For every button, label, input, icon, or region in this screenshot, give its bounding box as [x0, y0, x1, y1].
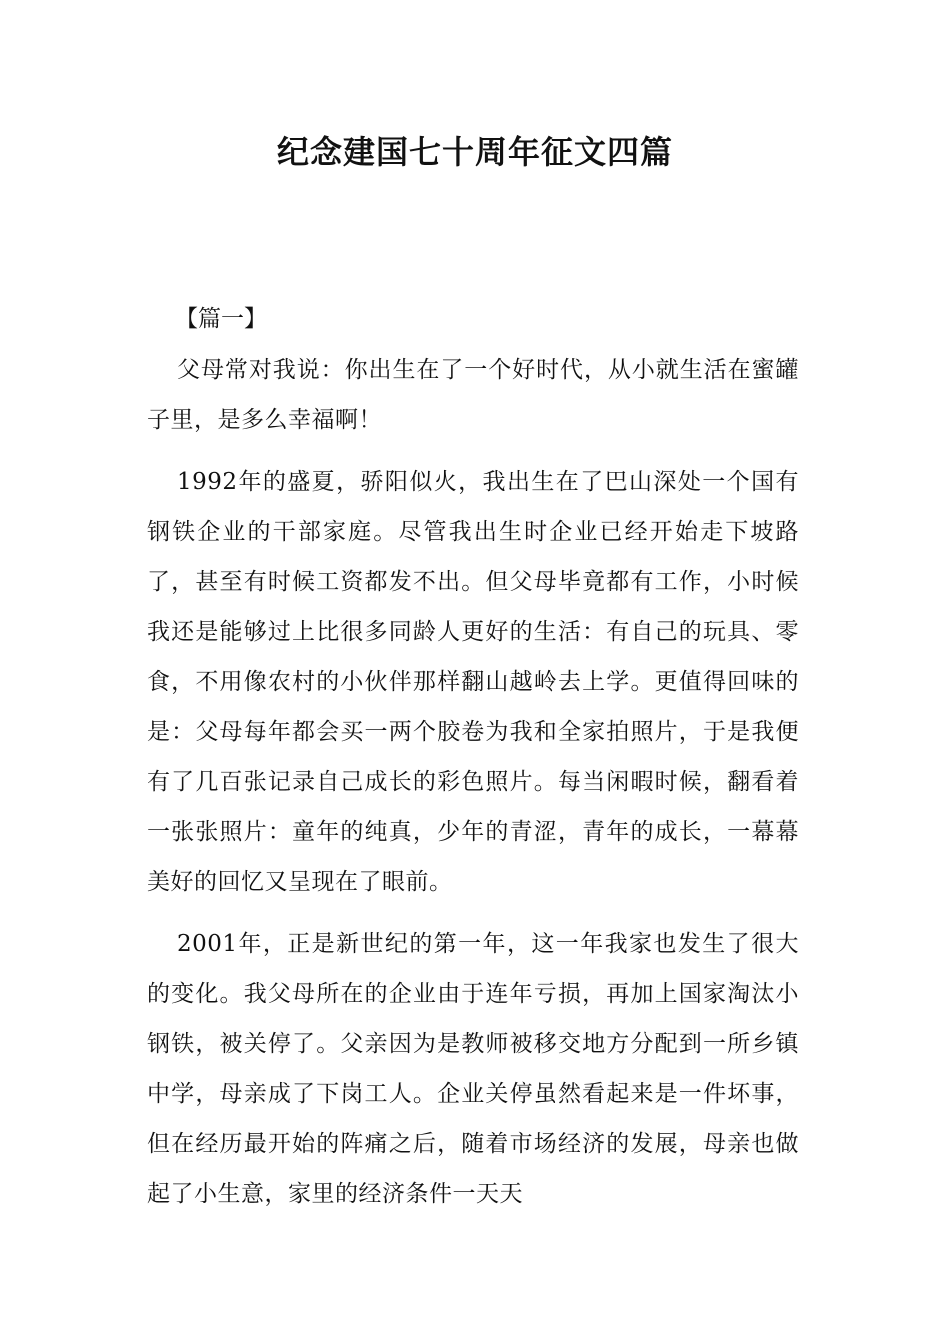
paragraph-1: 父母常对我说：你出生在了一个好时代，从小就生活在蜜罐子里，是多么幸福啊！	[147, 357, 799, 433]
section-label: 【篇一】	[175, 306, 267, 332]
document-title: 纪念建国七十周年征文四篇	[276, 133, 673, 171]
paragraph-2: 1992年的盛夏，骄阳似火，我出生在了巴山深处一个国有钢铁企业的干部家庭。尽管我出生时企业已经开始走下坡路了，甚至有时候工资都发不出。但父母毕竟都有工作，小时候我还是能够过上比很多同龄人更好的生活：有自己的玩具、零食，不用像农村的小伙伴那样翻山越岭去上学。更值得回味的是：父母每年都会买一两个胶卷为我和全家拍照片，于是我便有了几百张记录自己成长的彩色照片。每当闲暇时候，翻看着一张张照片：童年的纯真，少年的青涩，青年的成长，一幕幕美好的回忆又呈现在了眼前。	[147, 469, 799, 895]
document-body	[147, 300, 799, 1231]
paragraph-3: 2001年，正是新世纪的第一年，这一年我家也发生了很大的变化。我父母所在的企业由于连年亏损，再加上国家淘汰小钢铁，被关停了。父亲因为是教师被移交地方分配到一所乡镇中学，母亲成了下岗工人。企业关停虽然看起来是一件坏事，但在经历最开始的阵痛之后，随着市场经济的发展，母亲也做起了小生意，家里的经济条件一天天	[147, 931, 799, 1207]
